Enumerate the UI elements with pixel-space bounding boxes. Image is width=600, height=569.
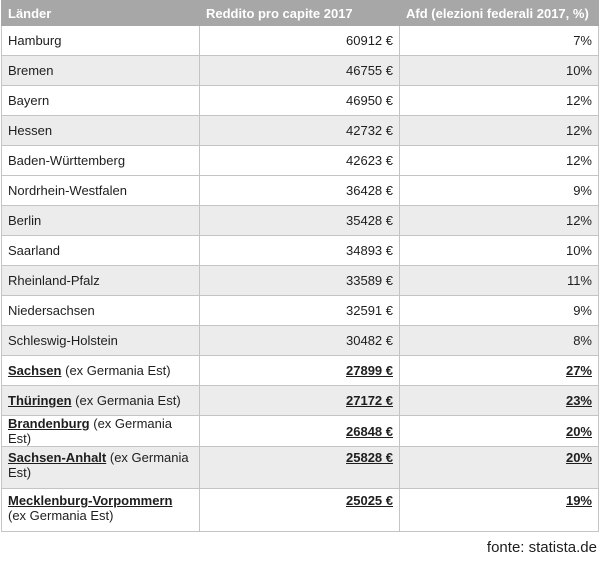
source-caption: fonte: statista.de bbox=[486, 539, 597, 556]
land-note: (ex Germania Est) bbox=[75, 393, 181, 408]
land-name: Rheinland-Pfalz bbox=[2, 266, 200, 296]
afd-value: 10% bbox=[400, 236, 599, 266]
land-name: Berlin bbox=[2, 206, 200, 236]
income-value: 35428 € bbox=[200, 206, 400, 236]
income-value-cell bbox=[200, 447, 400, 489]
table-row bbox=[2, 116, 599, 146]
land-name: Sachsen-Anhalt bbox=[8, 450, 107, 465]
income-value: 46755 € bbox=[200, 56, 400, 86]
afd-value: 20% bbox=[565, 423, 592, 439]
land-cell bbox=[2, 447, 200, 489]
afd-value-cell bbox=[400, 356, 599, 386]
land-cell bbox=[2, 416, 200, 447]
land-note: (ex Germania Est) bbox=[8, 508, 114, 523]
afd-value-cell bbox=[400, 447, 599, 489]
afd-value: 20% bbox=[565, 450, 592, 465]
land-name: Bremen bbox=[2, 56, 200, 86]
afd-value: 12% bbox=[400, 116, 599, 146]
land-note: (ex Germania Est) bbox=[8, 450, 189, 480]
afd-value: 9% bbox=[400, 176, 599, 206]
table-row bbox=[2, 489, 599, 532]
land-name: Thüringen bbox=[8, 393, 72, 408]
income-value: 42732 € bbox=[200, 116, 400, 146]
income-value: 27172 € bbox=[346, 393, 393, 408]
afd-value-cell bbox=[400, 386, 599, 416]
income-value: 36428 € bbox=[200, 176, 400, 206]
afd-value: 19% bbox=[565, 493, 592, 508]
income-value: 46950 € bbox=[200, 86, 400, 116]
afd-value-cell bbox=[400, 416, 599, 447]
header-laender: Länder bbox=[2, 1, 200, 26]
afd-value: 12% bbox=[400, 86, 599, 116]
income-value-cell bbox=[200, 356, 400, 386]
land-name: Sachsen bbox=[8, 363, 62, 378]
land-name: Mecklenburg-Vorpommern bbox=[8, 493, 173, 508]
income-value-cell bbox=[200, 489, 400, 532]
afd-value: 10% bbox=[400, 56, 599, 86]
land-name: Bayern bbox=[2, 86, 200, 116]
land-name: Brandenburg bbox=[8, 416, 90, 431]
table-row bbox=[2, 356, 599, 386]
land-cell bbox=[2, 356, 200, 386]
table-row bbox=[2, 447, 599, 489]
land-name: Niedersachsen bbox=[2, 296, 200, 326]
land-cell bbox=[2, 386, 200, 416]
afd-value: 23% bbox=[565, 393, 592, 408]
land-name: Baden-Württemberg bbox=[2, 146, 200, 176]
afd-value: 11% bbox=[400, 266, 599, 296]
afd-value: 9% bbox=[400, 296, 599, 326]
afd-value: 12% bbox=[400, 206, 599, 236]
table-row bbox=[2, 176, 599, 206]
land-name: Hamburg bbox=[2, 26, 200, 56]
header-row bbox=[2, 1, 599, 26]
income-value-cell bbox=[200, 386, 400, 416]
income-value: 25828 € bbox=[346, 450, 393, 465]
income-value: 60912 € bbox=[200, 26, 400, 56]
table-row bbox=[2, 386, 599, 416]
land-name: Hessen bbox=[2, 116, 200, 146]
land-name: Nordrhein-Westfalen bbox=[2, 176, 200, 206]
header-afd: Afd (elezioni federali 2017, %) bbox=[400, 1, 599, 26]
land-cell bbox=[2, 489, 200, 532]
income-afd-table bbox=[1, 0, 599, 532]
income-value: 42623 € bbox=[200, 146, 400, 176]
income-value: 30482 € bbox=[200, 326, 400, 356]
table-row bbox=[2, 26, 599, 56]
afd-value: 7% bbox=[400, 26, 599, 56]
table-row bbox=[2, 146, 599, 176]
income-value: 26848 € bbox=[346, 423, 393, 439]
table-row bbox=[2, 416, 599, 447]
income-value: 33589 € bbox=[200, 266, 400, 296]
afd-value: 8% bbox=[400, 326, 599, 356]
afd-value: 12% bbox=[400, 146, 599, 176]
income-value: 34893 € bbox=[200, 236, 400, 266]
afd-value-cell bbox=[400, 489, 599, 532]
table-row bbox=[2, 326, 599, 356]
land-note: (ex Germania Est) bbox=[65, 363, 171, 378]
table-row bbox=[2, 266, 599, 296]
header-income: Reddito pro capite 2017 bbox=[200, 1, 400, 26]
table-row bbox=[2, 206, 599, 236]
table-row bbox=[2, 296, 599, 326]
afd-value: 27% bbox=[565, 363, 592, 378]
land-name: Schleswig-Holstein bbox=[2, 326, 200, 356]
table-row bbox=[2, 236, 599, 266]
income-value: 25025 € bbox=[346, 493, 393, 508]
land-note: (ex Germania Est) bbox=[8, 416, 172, 446]
income-value-cell bbox=[200, 416, 400, 447]
income-value: 32591 € bbox=[200, 296, 400, 326]
table-row bbox=[2, 56, 599, 86]
land-name: Saarland bbox=[2, 236, 200, 266]
table-row bbox=[2, 86, 599, 116]
income-value: 27899 € bbox=[346, 363, 393, 378]
